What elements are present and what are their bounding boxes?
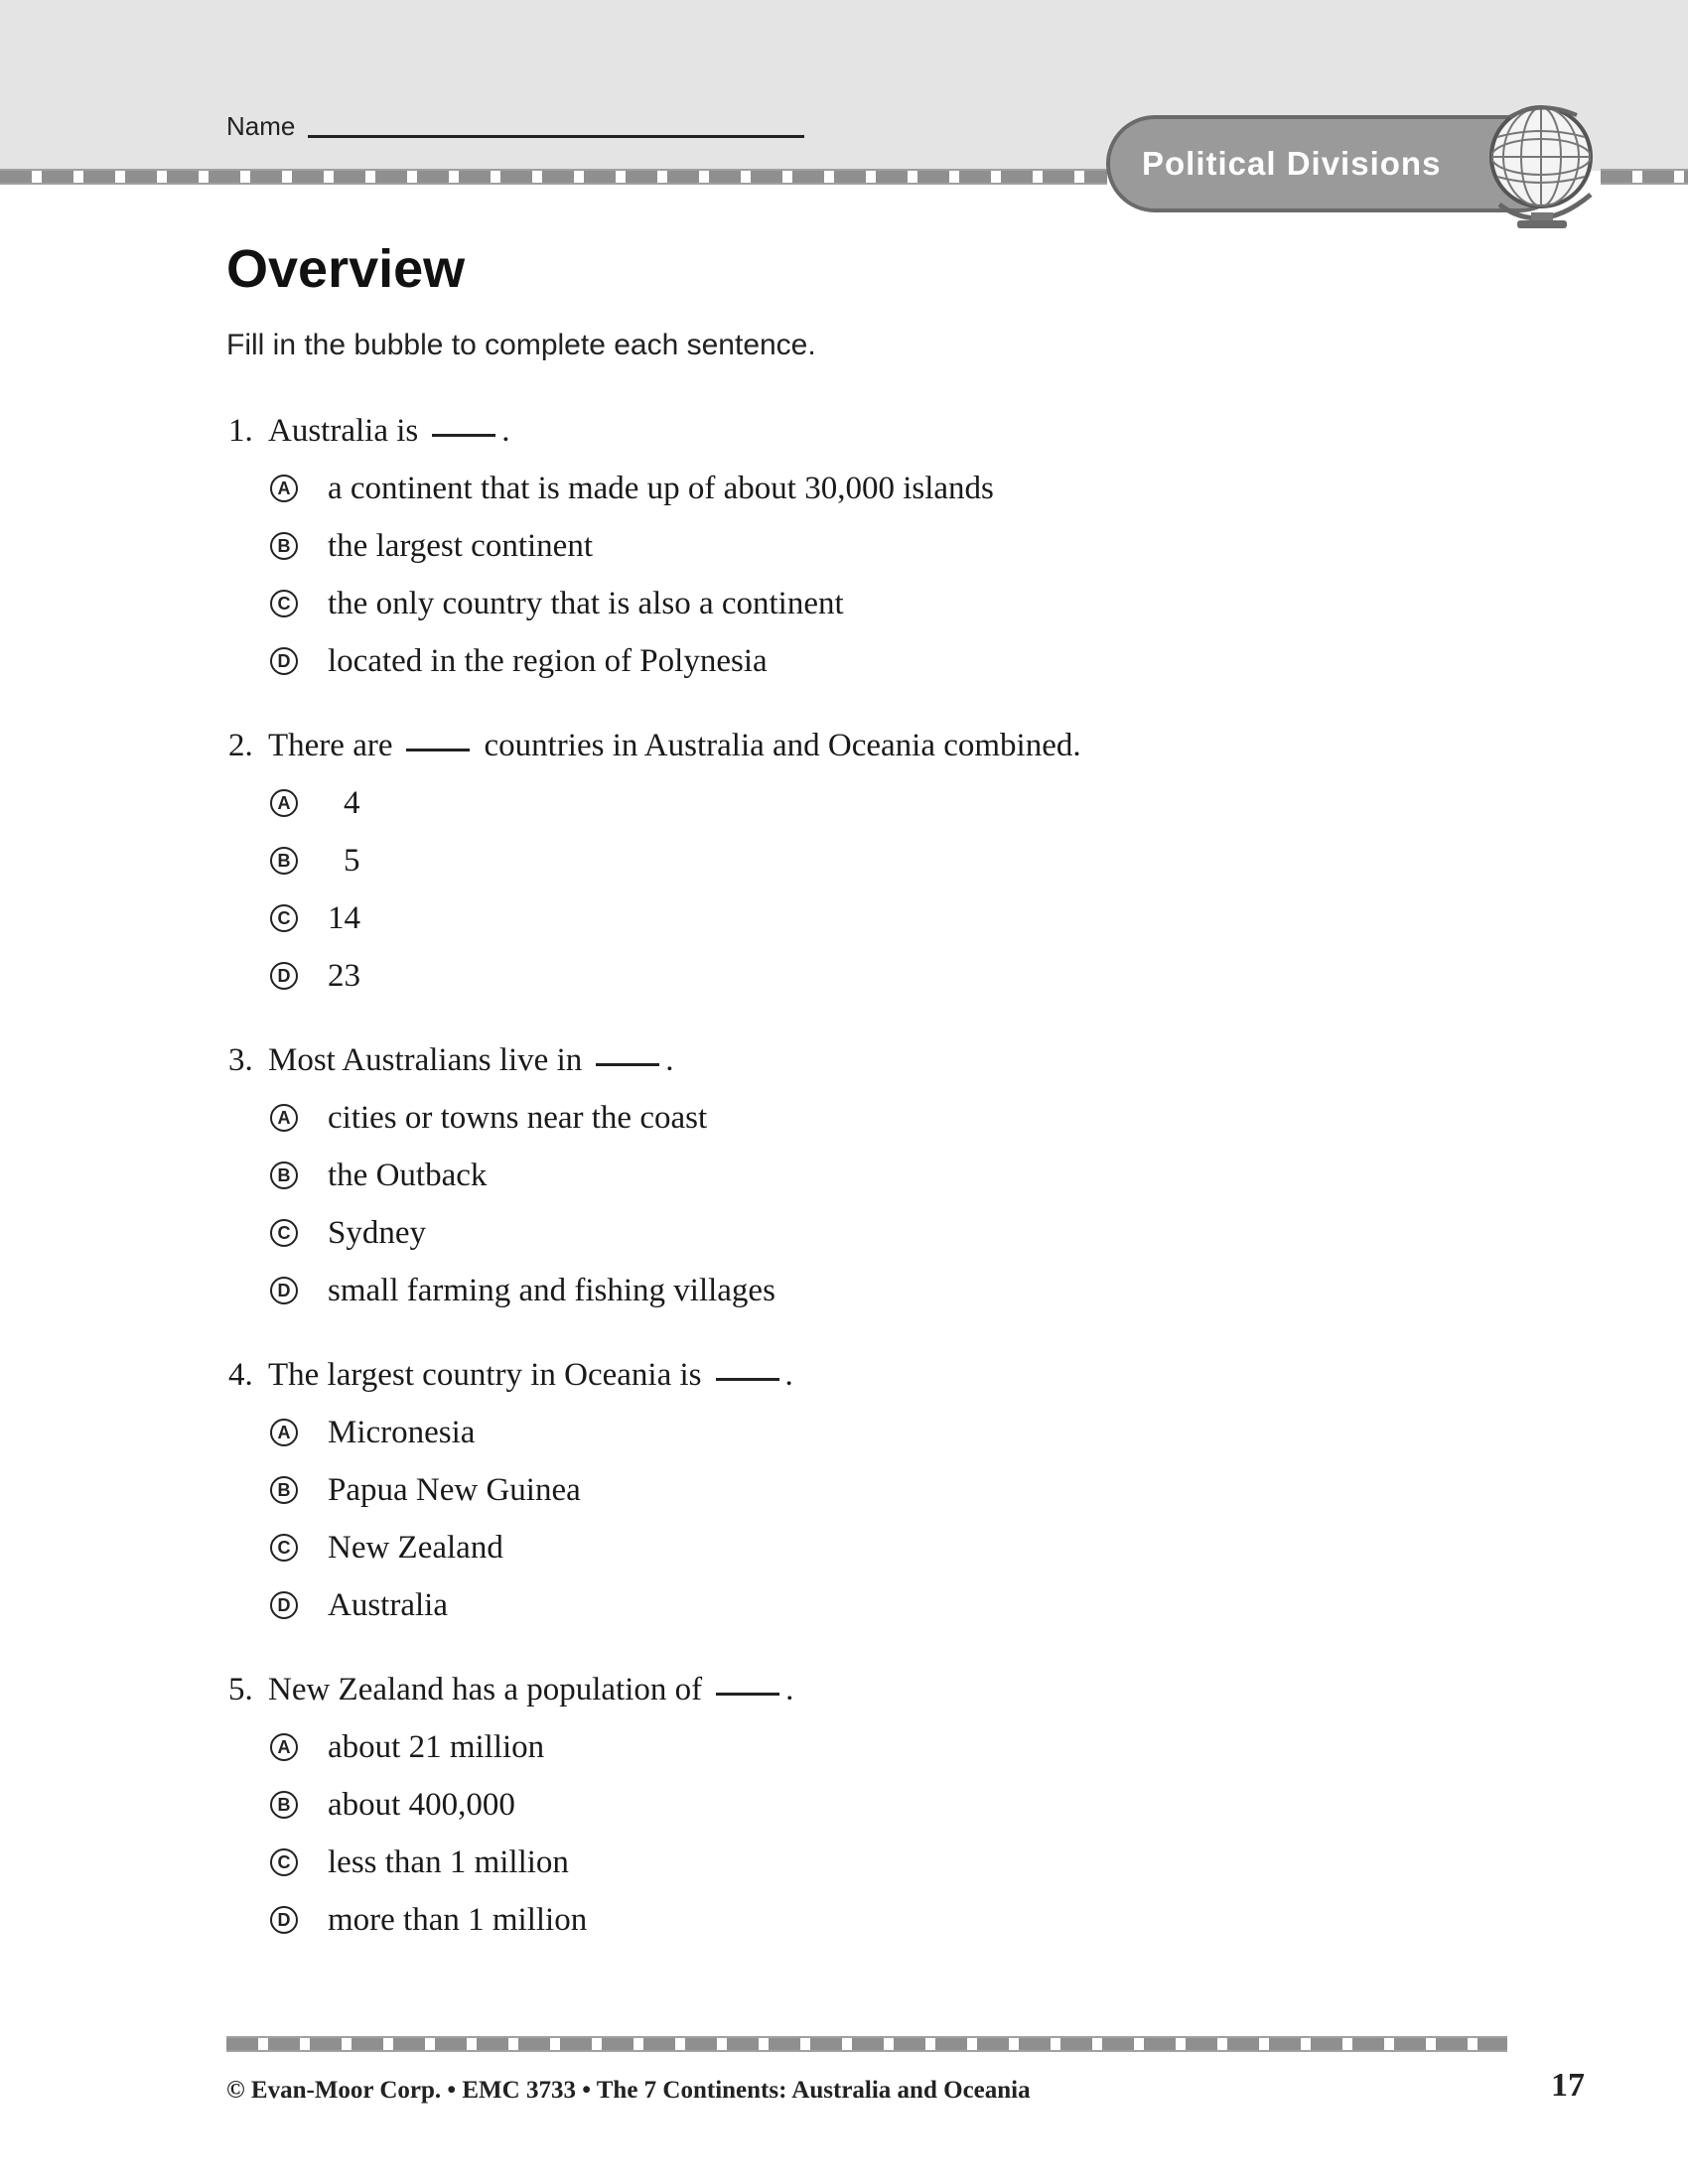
answer-bubble[interactable]: B xyxy=(270,847,298,875)
option-text: Australia xyxy=(328,1587,448,1623)
stem-text-after: countries in Australia and Oceania combined. xyxy=(484,728,1081,763)
answer-blank xyxy=(406,749,470,751)
stem-text: There are xyxy=(268,728,393,763)
answer-blank xyxy=(716,1693,779,1696)
option-2a[interactable] xyxy=(228,774,1519,832)
question-number: 4. xyxy=(228,1357,253,1393)
question-number: 3. xyxy=(228,1042,253,1078)
answer-blank xyxy=(432,434,495,437)
option-3a[interactable] xyxy=(228,1089,1519,1147)
option-text: cities or towns near the coast xyxy=(328,1100,708,1136)
footer-divider xyxy=(226,2036,1507,2052)
stem-text: The largest country in Oceania is xyxy=(268,1357,702,1393)
option-3d[interactable] xyxy=(228,1262,1519,1319)
option-text: a continent that is made up of about 30,000 islands xyxy=(328,471,994,506)
answer-bubble[interactable]: B xyxy=(270,532,298,560)
option-2c[interactable] xyxy=(228,889,1519,947)
option-2b[interactable] xyxy=(228,832,1519,889)
option-1a[interactable] xyxy=(228,460,1519,517)
option-1b[interactable] xyxy=(228,517,1519,575)
answer-bubble[interactable]: A xyxy=(270,1733,298,1761)
stem-text-after: . xyxy=(784,1357,793,1393)
option-1d[interactable] xyxy=(228,632,1519,690)
answer-bubble[interactable]: A xyxy=(270,789,298,817)
option-text: located in the region of Polynesia xyxy=(328,643,768,679)
option-5d[interactable] xyxy=(228,1891,1519,1949)
answer-bubble[interactable]: B xyxy=(270,1161,298,1189)
question-4 xyxy=(228,1346,1519,1634)
answer-bubble[interactable]: C xyxy=(270,1848,298,1876)
answer-bubble[interactable]: B xyxy=(270,1791,298,1819)
answer-bubble[interactable]: D xyxy=(270,1277,298,1304)
option-text: Sydney xyxy=(328,1215,426,1251)
question-3 xyxy=(228,1031,1519,1319)
option-2d[interactable] xyxy=(228,947,1519,1005)
answer-bubble[interactable]: B xyxy=(270,1476,298,1504)
answer-bubble[interactable]: C xyxy=(270,1534,298,1562)
answer-bubble[interactable]: C xyxy=(270,1219,298,1247)
answer-bubble[interactable]: D xyxy=(270,647,298,675)
stem-text: Most Australians live in xyxy=(268,1042,583,1078)
option-5c[interactable] xyxy=(228,1834,1519,1891)
section-tag-label: Political Divisions xyxy=(1142,145,1442,182)
question-number: 1. xyxy=(228,413,253,449)
stem-text-after: . xyxy=(665,1042,674,1078)
option-4d[interactable] xyxy=(228,1576,1519,1634)
name-label: Name xyxy=(226,111,296,141)
header-divider-right xyxy=(1601,169,1688,185)
question-stem xyxy=(228,1346,1519,1404)
question-stem xyxy=(228,1031,1519,1089)
globe-icon xyxy=(1479,95,1609,236)
option-text: 4 xyxy=(344,785,360,821)
option-5b[interactable] xyxy=(228,1776,1519,1834)
option-text: the Outback xyxy=(328,1158,488,1193)
footer-credit: © Evan-Moor Corp. • EMC 3733 • The 7 Continents: Australia and Oceania xyxy=(226,2077,1031,2104)
stem-text-after: . xyxy=(785,1672,794,1707)
option-5a[interactable] xyxy=(228,1718,1519,1776)
option-4b[interactable] xyxy=(228,1461,1519,1519)
option-text: about 21 million xyxy=(328,1729,545,1765)
question-2 xyxy=(228,717,1519,1005)
question-number: 2. xyxy=(228,728,253,763)
option-3c[interactable] xyxy=(228,1204,1519,1262)
stem-text: New Zealand has a population of xyxy=(268,1672,703,1707)
answer-bubble[interactable]: C xyxy=(270,590,298,617)
option-text: 5 xyxy=(344,843,360,879)
answer-bubble[interactable]: C xyxy=(270,904,298,932)
option-4c[interactable] xyxy=(228,1519,1519,1576)
stem-text: Australia is xyxy=(268,413,419,449)
option-text: 23 xyxy=(328,958,360,994)
answer-bubble[interactable]: A xyxy=(270,475,298,502)
question-stem xyxy=(228,1661,1519,1718)
answer-blank xyxy=(716,1378,779,1381)
option-text: small farming and fishing villages xyxy=(328,1273,775,1308)
answer-bubble[interactable]: D xyxy=(270,962,298,990)
option-text: New Zealand xyxy=(328,1530,503,1566)
question-stem xyxy=(228,717,1519,774)
answer-bubble[interactable]: A xyxy=(270,1104,298,1132)
option-text: 14 xyxy=(328,900,360,936)
answer-blank xyxy=(596,1063,659,1066)
option-4a[interactable] xyxy=(228,1404,1519,1461)
answer-bubble[interactable]: A xyxy=(270,1419,298,1446)
question-1 xyxy=(228,402,1519,690)
option-text: the largest continent xyxy=(328,528,593,564)
option-text: Micronesia xyxy=(328,1415,476,1450)
page-title: Overview xyxy=(226,239,466,299)
option-3b[interactable] xyxy=(228,1147,1519,1204)
option-text: less than 1 million xyxy=(328,1844,569,1880)
option-1c[interactable] xyxy=(228,575,1519,632)
answer-bubble[interactable]: D xyxy=(270,1906,298,1934)
stem-text-after: . xyxy=(501,413,510,449)
option-text: more than 1 million xyxy=(328,1902,588,1938)
page-number: 17 xyxy=(1551,2067,1585,2104)
answer-bubble[interactable]: D xyxy=(270,1591,298,1619)
name-field-line[interactable] xyxy=(308,135,804,138)
instructions: Fill in the bubble to complete each sentence. xyxy=(226,329,816,361)
option-text: Papua New Guinea xyxy=(328,1472,581,1508)
question-5 xyxy=(228,1661,1519,1949)
header-divider-left xyxy=(0,169,1107,185)
question-stem xyxy=(228,402,1519,460)
option-text: the only country that is also a continent xyxy=(328,586,844,621)
question-number: 5. xyxy=(228,1672,253,1707)
option-text: about 400,000 xyxy=(328,1787,515,1823)
